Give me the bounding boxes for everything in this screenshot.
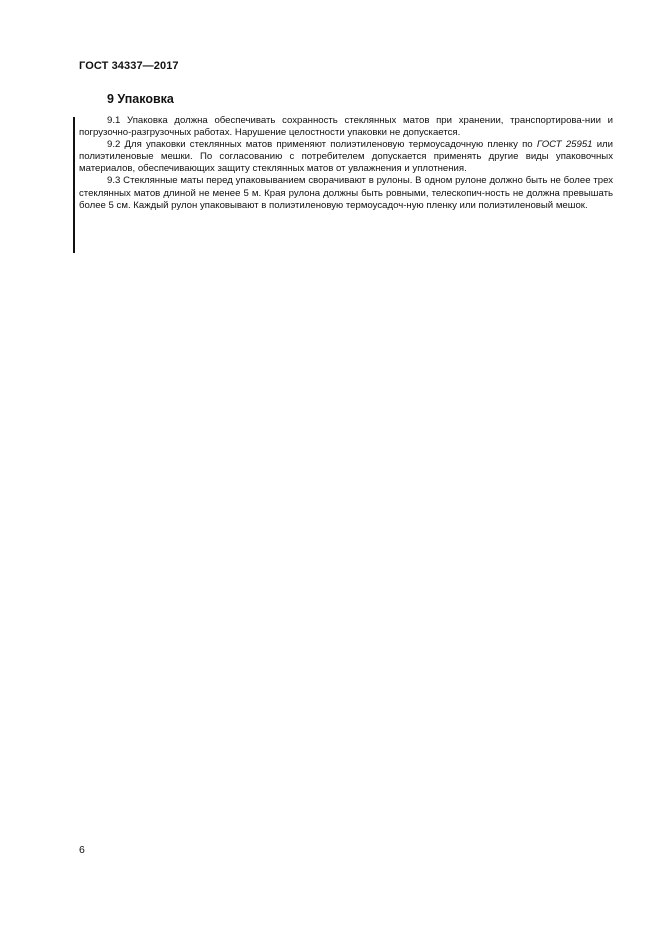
- paragraph-text: или полиэтиленовые мешки. По согласованию с потребителем допускается применять другие виды упаковочных материалов, обеспечивающих защиту стеклянных матов от увлажнения и уплотнения.: [79, 139, 614, 175]
- paragraph-9-2: [79, 139, 613, 175]
- paragraph-text: 9.2 Для упаковки стеклянных матов применяют полиэтиленовую термоусадочную пленку по: [107, 139, 537, 151]
- standard-reference: ГОСТ 25951: [536, 139, 593, 151]
- page-number: 6: [79, 844, 85, 856]
- paragraph-text: 9.3 Стеклянные маты перед упаковыванием сворачивают в рулоны. В одном рулоне должно быть не более трех стеклянных матов длиной не менее 5 м. Края рулона должны быть ровными, телескопич-ность не должна превышать более 5 см. Каждый рулон упаковывают в полиэтиленовую термоусадоч-ную пленку или полиэтиленовый мешок.: [79, 175, 613, 211]
- section-title: 9 Упаковка: [107, 92, 174, 106]
- section-body: [79, 115, 613, 212]
- paragraph-text: 9.1 Упаковка должна обеспечивать сохранность стеклянных матов при хранении, транспортирова-нии и погрузочно-разгрузочных работах. Нарушение целостности упаковки не допускается.: [79, 115, 613, 139]
- paragraph-9-1: [79, 115, 613, 139]
- change-marker-bar: [73, 117, 75, 253]
- paragraph-9-3: [79, 175, 613, 211]
- document-header: ГОСТ 34337—2017: [79, 60, 179, 72]
